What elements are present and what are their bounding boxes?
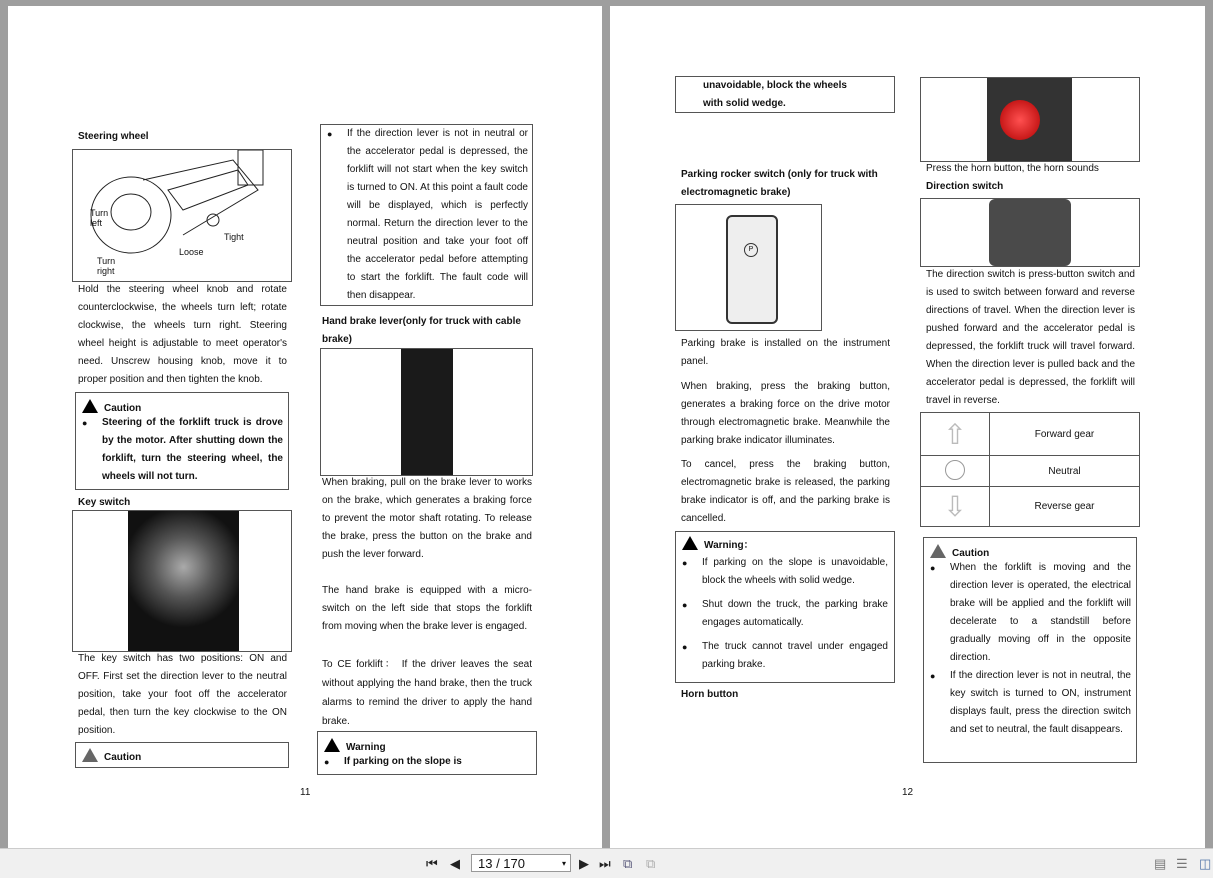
- caution-item: ● When the forklift is moving and the direction lever is operated, the electrical brake will be applied and the forklift will decelerate to a standstill before gradually moving off in the opposite direction.: [930, 559, 1131, 667]
- warning-box-right: [675, 531, 895, 683]
- horn-heading: Horn button: [681, 689, 739, 700]
- first-page-button[interactable]: ⏮: [426, 856, 438, 871]
- up-arrow-icon: ⇧: [921, 413, 990, 456]
- key-switch-heading: Key switch: [78, 497, 131, 508]
- steering-wheel-figure: [72, 149, 292, 282]
- warning-title: Warning：: [704, 540, 754, 551]
- page-number: 11: [300, 787, 311, 798]
- warning-item: ● If parking on the slope is unavoidable, block the wheels with solid wedge.: [682, 554, 888, 590]
- page-indicator: 13 / 170: [478, 856, 525, 871]
- label-loose: Loose: [179, 247, 204, 257]
- caution-box: [75, 392, 289, 490]
- single-page-view-icon[interactable]: ▤: [1154, 856, 1167, 871]
- horn-button-icon: [1000, 100, 1040, 140]
- steering-text: Hold the steering wheel knob and rotate counterclockwise, the wheels turn left; rotate clockwise, the wheels turn right. Steering wheel height is adjustable to meet operator's need. Unscrew housing knob, move it to proper position and then tighten the knob.: [78, 284, 287, 385]
- two-page-view-icon[interactable]: ◫: [1199, 856, 1212, 871]
- hand-brake-photo: [401, 349, 453, 475]
- warning-item: ● If parking on the slope is: [324, 753, 530, 771]
- previous-page-button[interactable]: ◀: [450, 856, 460, 871]
- direction-note-box: [320, 124, 533, 306]
- page-number: 12: [902, 787, 914, 798]
- page-selector[interactable]: 13 / 170 ▾: [471, 854, 571, 872]
- key-switch-text: The key switch has two positions: ON and OFF. First set the direction lever to the neutral position, take your foot off the accelerator pedal, then turn the key clockwise to the ON position.: [78, 653, 287, 736]
- circle-icon: [921, 456, 990, 487]
- hand-brake-figure: [320, 348, 533, 476]
- caution-title: Caution: [952, 548, 990, 559]
- warning-title: Warning: [346, 742, 386, 753]
- gear-table: [920, 412, 1140, 527]
- parking-switch-heading: Parking rocker switch (only for truck with electromagnetic brake): [681, 169, 878, 198]
- label-tight: Tight: [224, 232, 244, 242]
- parking-p2: When braking, press the braking button, generates a braking force on the drive motor through electromagnetic brake. Meanwhile the parking brake indicator illuminates.: [681, 381, 890, 446]
- label-turn-right: Turn right: [97, 256, 116, 276]
- warning-icon: [82, 399, 98, 413]
- key-switch-photo: [128, 511, 239, 651]
- direction-switch-photo: [989, 199, 1071, 266]
- direction-switch-heading: Direction switch: [926, 181, 1004, 192]
- hand-brake-p2: The hand brake is equipped with a micro-switch on the left side that stops the forklift from moving when the brake lever is engaged.: [322, 585, 532, 632]
- warning-item: ● Shut down the truck, the parking brake engages automatically.: [682, 596, 888, 632]
- rocker-switch-image: P: [726, 215, 778, 324]
- gear-label: Reverse gear: [990, 487, 1140, 527]
- caution-item: ● Steering of the forklift truck is drove by the motor. After shutting down the forklift, turn the steering wheel, the wheels will not turn.: [82, 414, 283, 486]
- gear-label: Forward gear: [990, 413, 1140, 456]
- parking-p1: Parking brake is installed on the instrument panel.: [681, 338, 890, 367]
- direction-switch-figure: [920, 198, 1140, 267]
- steering-heading: Steering wheel: [78, 131, 149, 142]
- caution-title: Caution: [104, 752, 142, 763]
- caution-item: ● If the direction lever is not in neutral, the key switch is turned to ON, instrument displays fault, press the direction switch and set to neutral, the fault disappears.: [930, 667, 1131, 739]
- viewer-toolbar: [0, 848, 1213, 878]
- hand-brake-p3: To CE forklift： If the driver leaves the seat without applying the hand brake, then the truck alarms to remind the driver to apply the hand brake.: [322, 659, 532, 727]
- hand-brake-heading: Hand brake lever(only for truck with cable brake): [322, 316, 521, 345]
- parking-p3: To cancel, press the braking button, electromagnetic brake is released, the parking brake indicator is off, and the parking brake is cancelled.: [681, 459, 890, 524]
- warning-item: ● The truck cannot travel under engaged parking brake.: [682, 638, 888, 674]
- copy-page-icon[interactable]: ⧉: [623, 856, 633, 871]
- warning-icon: [682, 536, 698, 550]
- label-turn-left: Turn left: [90, 208, 109, 228]
- continuous-view-icon[interactable]: ☰: [1176, 856, 1188, 871]
- key-switch-figure: [72, 510, 292, 652]
- paste-page-icon[interactable]: ⧉: [646, 856, 656, 871]
- caution-title: Caution: [104, 403, 142, 414]
- horn-photo: [987, 78, 1072, 161]
- warning-box: [317, 731, 537, 775]
- warning-icon: [930, 544, 946, 558]
- warning-icon: [82, 748, 98, 762]
- direction-text: The direction switch is press-button switch and is used to switch between forward and reverse directions of travel. When the direction lever is pushed forward and the accelerator pedal is depressed, the forklift truck will travel forward. When the direction lever is pulled back and the accelerator pedal is depressed, the forklift will travel in reverse.: [926, 269, 1135, 406]
- caution-box-right: [923, 537, 1137, 763]
- horn-caption: Press the horn button, the horn sounds: [926, 163, 1099, 174]
- parking-switch-figure: [675, 204, 822, 331]
- note-item: ● If the direction lever is not in neutral or the accelerator pedal is depressed, the forklift will not start when the key switch is turned to ON. At this point a fault code will be displayed, which is perfectly normal. Return the direction lever to the neutral position and take your foot off the accelerator pedal before attempting to start the forklift. The fault code will then disappear.: [327, 125, 528, 305]
- gear-label: Neutral: [990, 456, 1140, 487]
- hand-brake-p1: When braking, pull on the brake lever to works on the brake, which generates a braking force to prevent the motor shaft rotating. To release the brake, press the button on the brake and push the lever forward.: [322, 477, 532, 560]
- caution-box-2: [75, 742, 289, 768]
- down-arrow-icon: ⇩: [921, 487, 990, 527]
- continued-warning-box: unavoidable, block the wheels with solid wedge.: [675, 76, 895, 113]
- last-page-button[interactable]: ⏭: [599, 856, 611, 871]
- horn-figure: [920, 77, 1140, 162]
- next-page-button[interactable]: ▶: [579, 856, 589, 871]
- warning-icon: [324, 738, 340, 752]
